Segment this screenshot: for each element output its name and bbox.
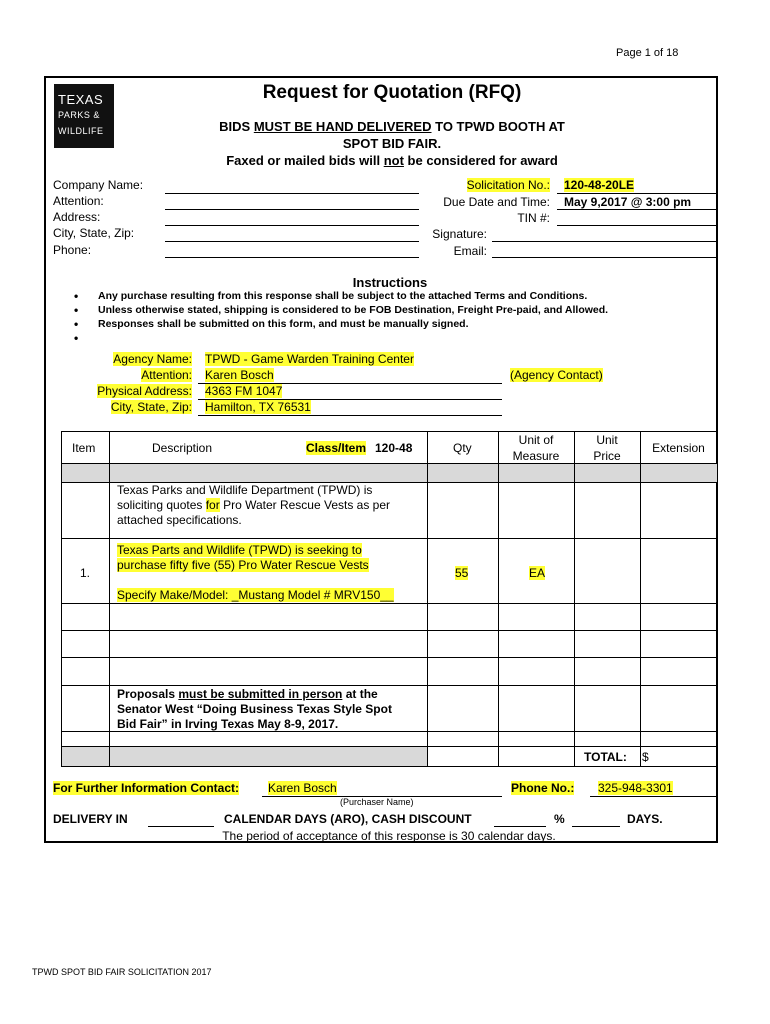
- table-rule: [109, 431, 110, 766]
- table-rule: [717, 431, 718, 766]
- subtitle-3c: be considered for award: [403, 153, 558, 168]
- attention-field[interactable]: [165, 209, 419, 210]
- due-date-label: Due Date and Time:: [443, 195, 550, 209]
- signature-label: Signature:: [432, 227, 487, 241]
- subtitle-line-2: SPOT BID FAIR.: [342, 136, 442, 151]
- header-description: Description: [152, 441, 213, 455]
- item-number: 1.: [80, 566, 91, 580]
- item-qty: 55: [455, 566, 469, 580]
- item-make-model: Specify Make/Model: _Mustang Model # MRV150__: [117, 588, 394, 602]
- tin-field[interactable]: [557, 225, 717, 226]
- instruction-item: • Unless otherwise stated, shipping is considered to be FOB Destination, Freight Pre-paid, and Allowed.: [54, 303, 714, 317]
- header-class-value: 120-48: [375, 441, 413, 455]
- intro-line-2: [117, 498, 390, 512]
- table-rule: [61, 657, 717, 658]
- page-title: Request for Quotation (RFQ): [262, 82, 522, 103]
- physical-address-value: 4363 FM 1047: [205, 384, 283, 398]
- instruction-item: • Responses shall be submitted on this form, and must be manually signed.: [54, 317, 714, 331]
- solicitation-no-line: [557, 193, 717, 194]
- table-rule: [640, 431, 641, 766]
- agency-city-label: City, State, Zip:: [110, 400, 192, 414]
- intro-2b: for: [205, 498, 220, 512]
- intro-2c: Pro Water Rescue Vests as per: [219, 498, 391, 512]
- item-description-1: Texas Parts and Wildlife (TPWD) is seeking to: [117, 543, 362, 557]
- days-label: DAYS.: [627, 812, 663, 826]
- header-extension: Extension: [652, 441, 705, 455]
- proposal-line-1: [117, 687, 378, 701]
- instruction-item: • Any purchase resulting from this response shall be subject to the attached Terms and Conditions.: [54, 289, 714, 303]
- address-field[interactable]: [165, 225, 419, 226]
- table-rule: [61, 731, 717, 732]
- intro-line-3: attached specifications.: [117, 513, 242, 527]
- phone-field[interactable]: [165, 257, 419, 258]
- agency-city-line: [198, 415, 502, 416]
- logo-line-2: PARKS &: [58, 110, 100, 120]
- agency-name-value: TPWD - Game Warden Training Center: [205, 352, 414, 366]
- subtitle-3b: not: [383, 153, 404, 168]
- solicitation-no-label: Solicitation No.:: [466, 178, 550, 192]
- contact-name: Karen Bosch: [268, 781, 337, 795]
- instructions-heading: Instructions: [352, 275, 428, 290]
- item-description-2: purchase fifty five (55) Pro Water Rescue Vests: [117, 558, 369, 572]
- agency-city-value: Hamilton, TX 76531: [205, 400, 311, 414]
- phone-no-label: Phone No.:: [511, 781, 575, 795]
- agency-attention-value: Karen Bosch: [205, 368, 274, 382]
- item-uom: EA: [529, 566, 546, 580]
- further-info-label: For Further Information Contact:: [53, 781, 239, 795]
- instruction-item: [54, 331, 714, 345]
- purchaser-name-note: (Purchaser Name): [340, 797, 414, 807]
- attention-label: Attention:: [53, 194, 104, 208]
- header-unit-measure-1: Unit of: [518, 433, 554, 447]
- table-rule: [498, 431, 499, 766]
- logo-line-1: TEXAS: [58, 92, 104, 107]
- subtitle-1a: BIDS: [219, 119, 254, 134]
- table-rule: [61, 431, 62, 766]
- company-name-field[interactable]: [165, 193, 419, 194]
- company-name-label: Company Name:: [53, 178, 144, 192]
- physical-address-label: Physical Address:: [97, 384, 192, 398]
- logo-line-3: WILDLIFE: [58, 126, 104, 136]
- tin-label: TIN #:: [517, 211, 550, 225]
- table-rule: [61, 463, 717, 464]
- header-class-item: Class/Item: [306, 441, 367, 455]
- total-label: TOTAL:: [584, 750, 627, 764]
- table-rule: [427, 431, 428, 766]
- address-label: Address:: [53, 210, 101, 224]
- subtitle-line-3: [150, 153, 634, 168]
- delivery-days-field[interactable]: [148, 826, 214, 827]
- table-rule: [61, 746, 717, 747]
- subtitle-line-1: [150, 119, 634, 134]
- page-number: Page 1 of 18: [616, 47, 679, 59]
- table-rule: [61, 630, 717, 631]
- intro-line-1: Texas Parks and Wildlife Department (TPWD) is: [117, 483, 373, 497]
- agency-name-label: Agency Name:: [113, 352, 192, 366]
- table-rule: [61, 431, 717, 432]
- proposal-1b: must be submitted in person: [178, 687, 343, 701]
- email-label: Email:: [453, 244, 487, 258]
- email-field[interactable]: [492, 257, 717, 258]
- table-rule: [61, 603, 717, 604]
- due-date-value: May 9,2017 @ 3:00 pm: [564, 195, 692, 209]
- proposal-1a: Proposals: [117, 687, 179, 701]
- city-state-zip-label: City, State, Zip:: [53, 226, 135, 240]
- proposal-line-3: Bid Fair” in Irving Texas May 8-9, 2017.: [117, 717, 339, 731]
- table-rule: [61, 538, 717, 539]
- page-footer: TPWD SPOT BID FAIR SOLICITATION 2017: [32, 967, 212, 977]
- table-rule: [574, 431, 575, 766]
- header-unit-measure-2: Measure: [512, 449, 560, 463]
- header-unit-price-1: Unit: [596, 433, 618, 447]
- city-state-zip-field[interactable]: [165, 241, 419, 242]
- intro-2a: soliciting quotes: [117, 498, 206, 512]
- table-rule: [61, 766, 717, 767]
- instructions-list: [54, 289, 714, 345]
- cash-discount-field[interactable]: [494, 826, 546, 827]
- proposal-line-2: Senator West “Doing Business Texas Style Spot: [117, 702, 392, 716]
- acceptance-period: The period of acceptance of this response is 30 calendar days.: [222, 829, 556, 843]
- percent-label: %: [554, 812, 565, 826]
- phone-label: Phone:: [53, 243, 92, 257]
- header-unit-price-2: Price: [593, 449, 621, 463]
- agency-contact-note: (Agency Contact): [510, 368, 603, 382]
- table-rule: [61, 685, 717, 686]
- header-item: Item: [72, 441, 96, 455]
- table-gray-row: [61, 746, 109, 766]
- proposal-1c: at the: [342, 687, 378, 701]
- tpwd-logo: [54, 84, 114, 148]
- phone-no-value: 325-948-3301: [598, 781, 673, 795]
- subtitle-1b: MUST BE HAND DELIVERED: [253, 119, 432, 134]
- due-date-line: [557, 209, 717, 210]
- calendar-days-label: CALENDAR DAYS (ARO), CASH DISCOUNT: [224, 812, 472, 826]
- subtitle-3a: Faxed or mailed bids will: [226, 153, 384, 168]
- header-qty: Qty: [453, 441, 472, 455]
- subtitle-1c: TO TPWD BOOTH AT: [431, 119, 565, 134]
- discount-days-field[interactable]: [572, 826, 620, 827]
- delivery-label: DELIVERY IN: [53, 812, 128, 826]
- solicitation-no-value: 120-48-20LE: [564, 178, 635, 192]
- phone-no-line: [590, 796, 717, 797]
- table-gray-row: [109, 746, 427, 766]
- total-currency: $: [642, 750, 649, 764]
- table-gray-row: [61, 463, 717, 482]
- agency-attention-label: Attention:: [141, 368, 192, 382]
- signature-field[interactable]: [492, 241, 717, 242]
